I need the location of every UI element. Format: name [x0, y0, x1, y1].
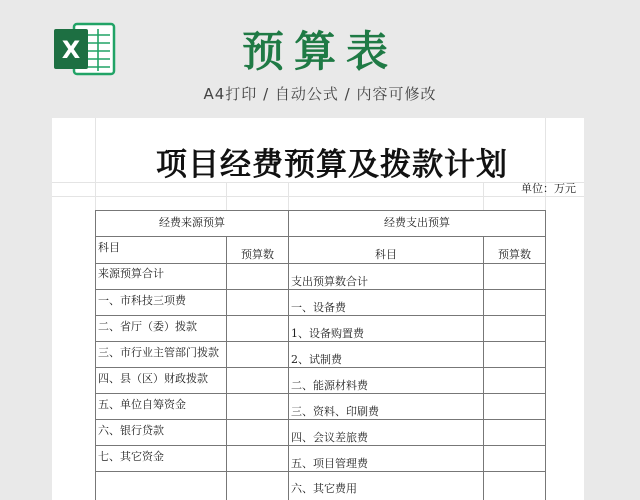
row-line — [95, 315, 289, 316]
source-row-label[interactable]: 二、省厅（委）拨款 — [98, 320, 197, 333]
banner — [0, 0, 640, 118]
source-amount-header: 预算数 — [241, 248, 274, 261]
source-row-label[interactable]: 一、市科技三项费 — [98, 294, 186, 307]
expense-section-header: 经费支出预算 — [384, 216, 450, 229]
expense-row-label[interactable]: 六、其它费用 — [291, 482, 357, 495]
source-row-label[interactable]: 五、单位自筹资金 — [98, 398, 186, 411]
row-line — [95, 341, 289, 342]
excel-icon — [52, 21, 116, 77]
source-subject-header: 科目 — [98, 241, 120, 254]
table-border — [95, 236, 546, 237]
expense-row-label[interactable]: 一、设备费 — [291, 301, 346, 314]
source-row-label[interactable]: 四、县（区）财政拨款 — [98, 372, 208, 385]
unit-label: 单位：万元 — [521, 182, 576, 195]
row-line — [288, 263, 546, 264]
expense-row-label[interactable]: 二、能源材料费 — [291, 379, 368, 392]
expense-row-label[interactable]: 2、试制费 — [291, 353, 342, 366]
row-line — [95, 445, 289, 446]
row-line — [95, 289, 289, 290]
row-line — [95, 367, 289, 368]
expense-amount-header: 预算数 — [498, 248, 531, 261]
page-subtitle: A4打印 / 自动公式 / 内容可修改 — [203, 85, 437, 103]
sheet-title: 项目经费预算及拨款计划 — [156, 147, 508, 183]
expense-row-label[interactable]: 三、资料、印刷费 — [291, 405, 379, 418]
row-line — [95, 393, 289, 394]
spreadsheet[interactable] — [52, 118, 584, 500]
source-row-label[interactable]: 来源预算合计 — [98, 267, 164, 280]
table-border — [226, 236, 227, 500]
expense-row-label[interactable]: 支出预算数合计 — [291, 275, 368, 288]
row-line — [95, 419, 289, 420]
gridline — [95, 118, 96, 210]
excel-logo-letter: X — [61, 36, 81, 64]
table-border — [95, 210, 546, 211]
table-border — [95, 210, 96, 500]
table-border — [545, 210, 546, 500]
page-title: 预算表 — [241, 27, 398, 76]
expense-row-label[interactable]: 五、项目管理费 — [291, 457, 368, 470]
expense-row-label[interactable]: 1、设备购置费 — [291, 327, 364, 340]
row-line — [95, 263, 289, 264]
expense-subject-header: 科目 — [375, 248, 397, 261]
source-row-label[interactable]: 七、其它资金 — [98, 450, 164, 463]
source-row-label[interactable]: 六、银行贷款 — [98, 424, 164, 437]
table-border — [483, 236, 484, 500]
expense-row-label[interactable]: 四、会议差旅费 — [291, 431, 368, 444]
source-row-label[interactable]: 三、市行业主管部门拨款 — [98, 346, 219, 359]
row-line — [95, 471, 289, 472]
source-section-header: 经费来源预算 — [159, 216, 225, 229]
